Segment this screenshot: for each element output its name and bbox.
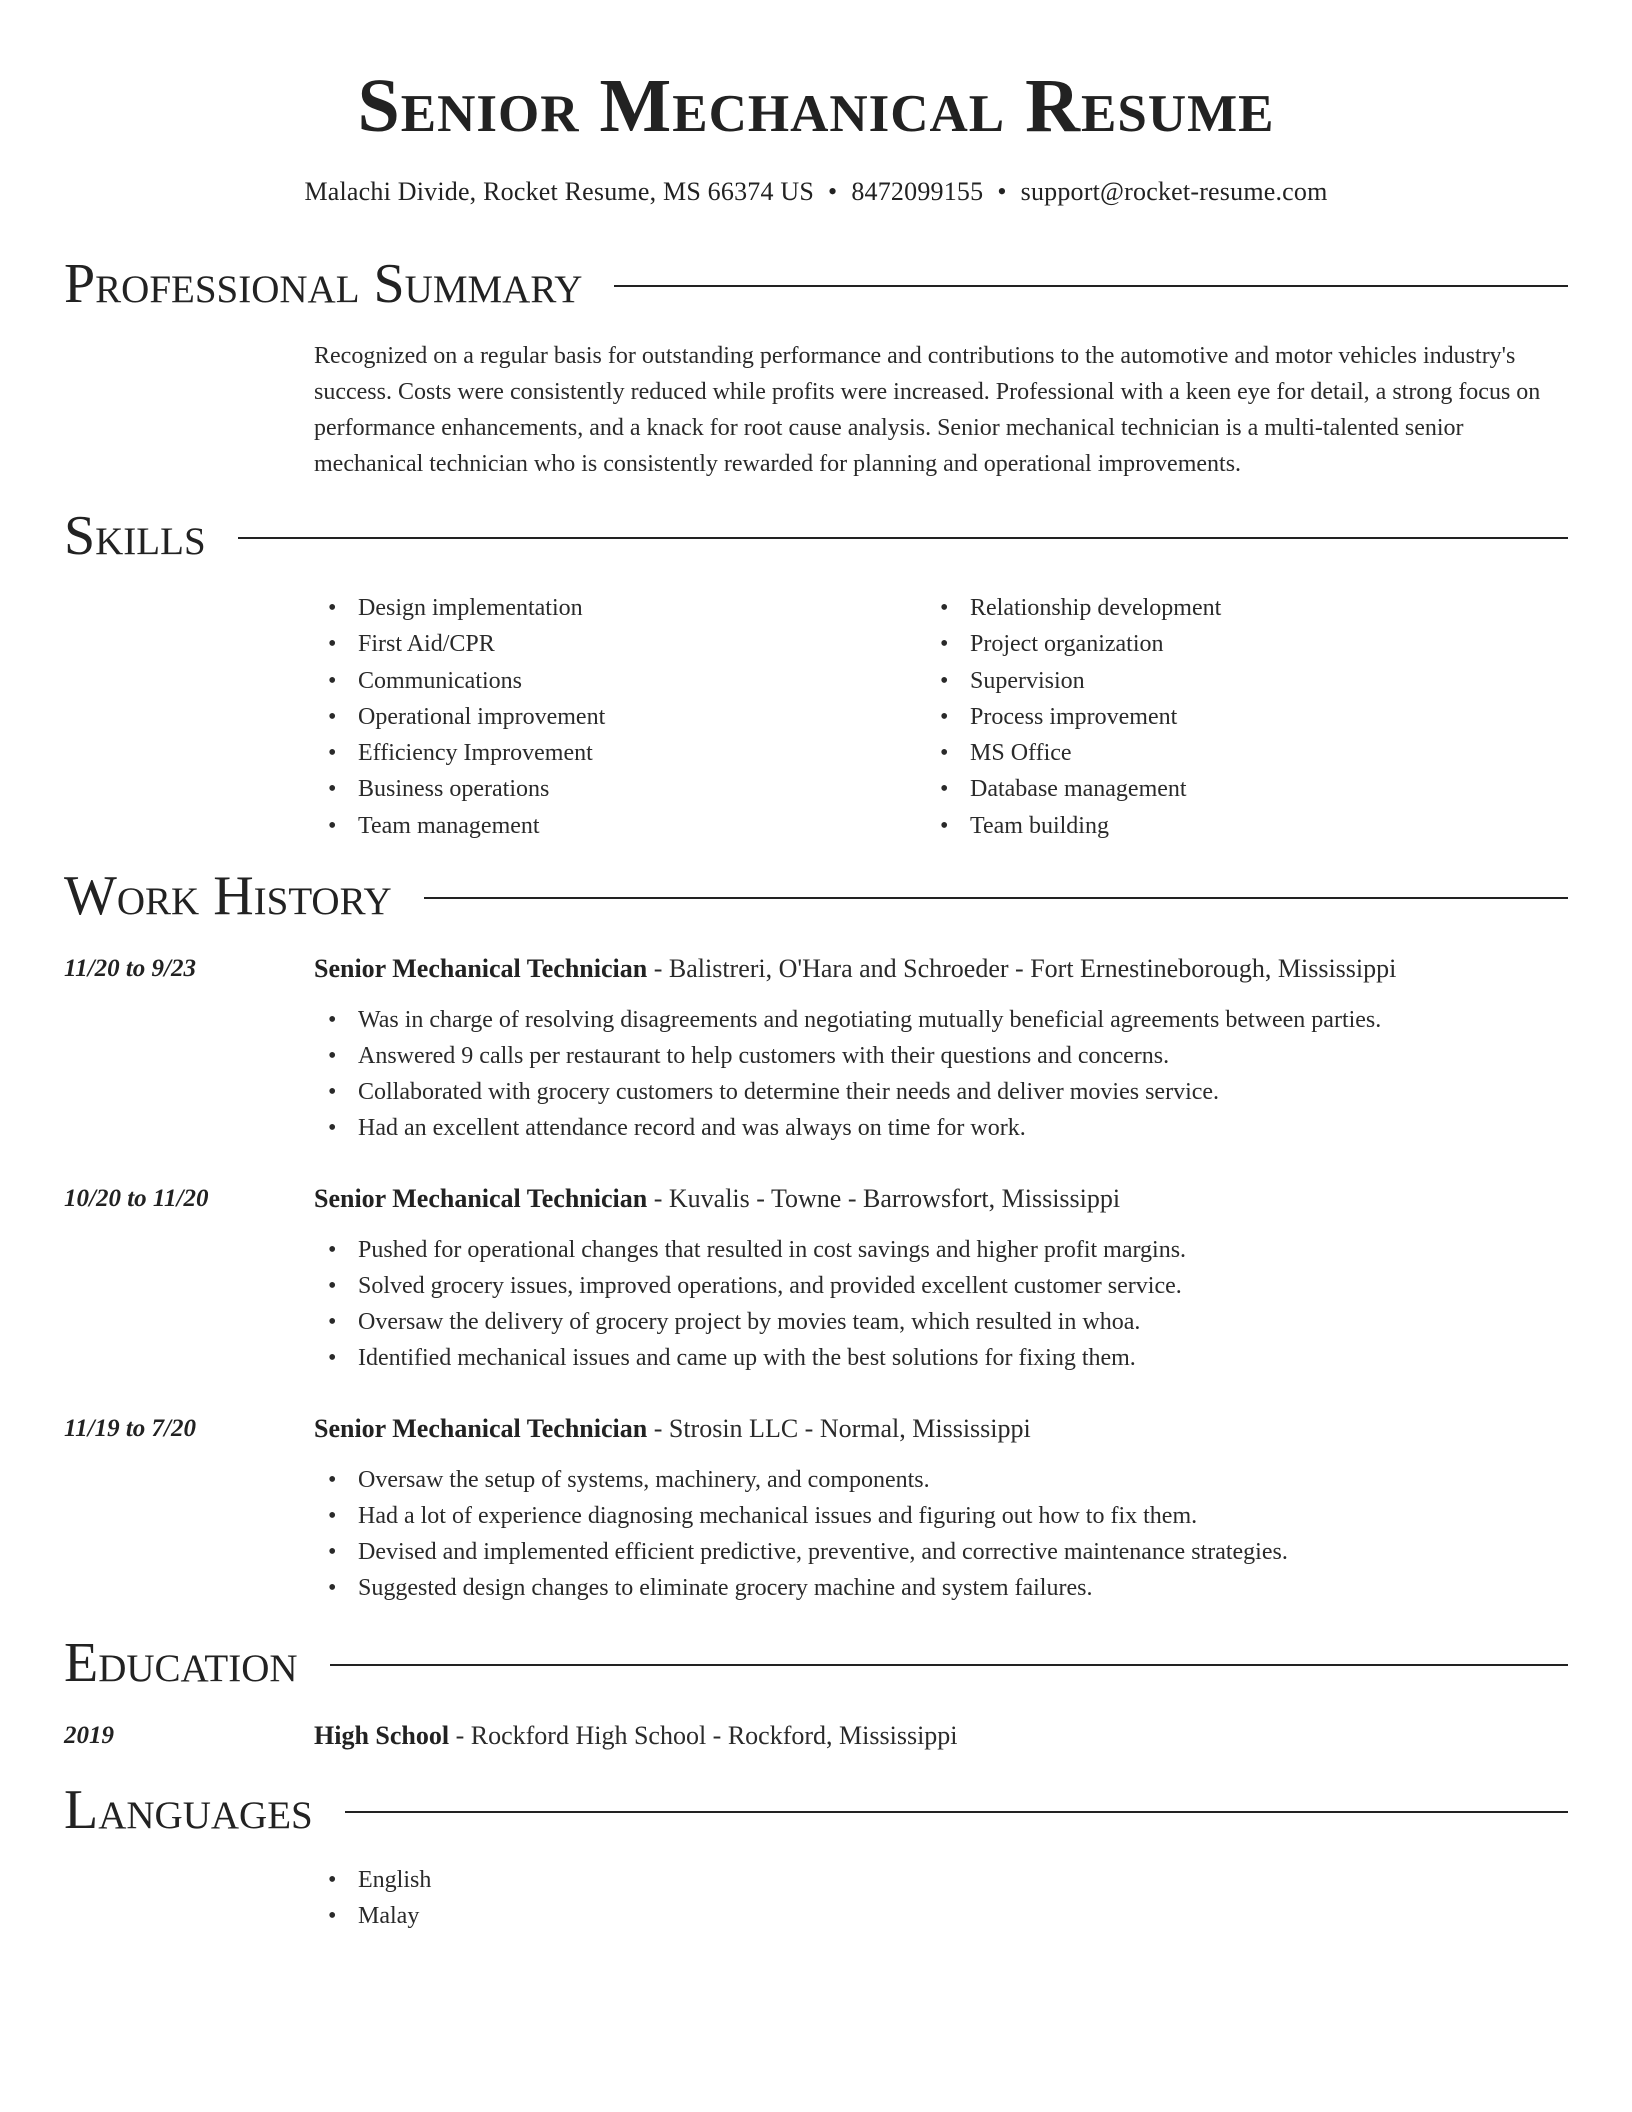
bullet-item: • Devised and implemented efficient predictive, preventive, and corrective maintenance strategies. xyxy=(314,1534,1568,1570)
skill-item: • Supervision xyxy=(926,663,1526,699)
job-title-line xyxy=(314,1411,1568,1447)
section-divider xyxy=(330,1664,1568,1666)
contact-separator: • xyxy=(828,177,838,206)
job-title-line xyxy=(314,951,1568,987)
skill-item: • Business operations xyxy=(314,771,914,807)
job-title: Senior Mechanical Technician xyxy=(314,1414,648,1443)
section-divider xyxy=(424,897,1568,899)
skills-list xyxy=(314,590,914,844)
contact-phone: 8472099155 xyxy=(851,177,984,206)
languages-block xyxy=(314,1862,1568,1934)
education-degree: High School xyxy=(314,1721,450,1750)
education-line xyxy=(314,1718,1568,1754)
job-details: - Balistreri, O'Hara and Schroeder - Fort Ernestineborough, Mississippi xyxy=(647,954,1397,983)
contact-email: support@rocket-resume.com xyxy=(1020,177,1328,206)
bullet-item: • Had a lot of experience diagnosing mechanical issues and figuring out how to fix them. xyxy=(314,1498,1568,1534)
job-bullets xyxy=(314,1232,1568,1376)
bullet-item: • Suggested design changes to eliminate grocery machine and system failures. xyxy=(314,1570,1568,1606)
bullet-item: • Solved grocery issues, improved operations, and provided excellent customer service. xyxy=(314,1268,1568,1304)
skill-item: • Process improvement xyxy=(926,699,1526,735)
work-section-header xyxy=(64,864,1568,928)
skill-item: • Project organization xyxy=(926,626,1526,662)
skill-item: • Relationship development xyxy=(926,590,1526,626)
bullet-list xyxy=(314,1232,1568,1376)
job-title: Senior Mechanical Technician xyxy=(314,1184,648,1213)
skill-item: • MS Office xyxy=(926,735,1526,771)
section-heading: Skills xyxy=(64,505,206,567)
job-details: - Kuvalis - Towne - Barrowsfort, Mississippi xyxy=(647,1184,1121,1213)
education-section-header xyxy=(64,1631,1568,1695)
skills-column-right xyxy=(926,590,1526,844)
bullet-item: • Collaborated with grocery customers to determine their needs and deliver movies service. xyxy=(314,1074,1568,1110)
skill-item: • Efficiency Improvement xyxy=(314,735,914,771)
skill-item: • Database management xyxy=(926,771,1526,807)
section-heading: Education xyxy=(64,1632,298,1694)
section-heading: Work History xyxy=(64,865,392,927)
section-divider xyxy=(238,537,1568,539)
job-dates: 10/20 to 11/20 xyxy=(64,1185,209,1212)
job-title: Senior Mechanical Technician xyxy=(314,954,648,983)
skill-item: • Design implementation xyxy=(314,590,914,626)
section-divider xyxy=(345,1811,1568,1813)
bullet-list xyxy=(314,1002,1568,1146)
skills-column-left xyxy=(314,590,914,844)
skills-list xyxy=(926,590,1526,844)
contact-separator: • xyxy=(997,177,1007,206)
job-title-line xyxy=(314,1181,1568,1217)
job-details: - Strosin LLC - Normal, Mississippi xyxy=(647,1414,1031,1443)
language-item: • English xyxy=(314,1862,1568,1898)
job-bullets xyxy=(314,1462,1568,1606)
section-heading: Languages xyxy=(64,1779,313,1841)
language-item: • Malay xyxy=(314,1898,1568,1934)
skill-item: • Team building xyxy=(926,808,1526,844)
skill-item: • Team management xyxy=(314,808,914,844)
bullet-item: • Was in charge of resolving disagreements and negotiating mutually beneficial agreements between parties. xyxy=(314,1002,1568,1038)
bullet-item: • Had an excellent attendance record and was always on time for work. xyxy=(314,1110,1568,1146)
bullet-item: • Identified mechanical issues and came up with the best solutions for fixing them. xyxy=(314,1340,1568,1376)
skill-item: • Communications xyxy=(314,663,914,699)
education-details: - Rockford High School - Rockford, Mississippi xyxy=(449,1721,958,1750)
education-year: 2019 xyxy=(64,1722,114,1749)
summary-text: Recognized on a regular basis for outstanding performance and contributions to the automotive and motor vehicles industry's success. Costs were consistently reduced while profits were increased. Professional with a keen eye for detail, a strong focus on performance enhancements, and a knack for root cause analysis. Senior mechanical technician is a multi-talented senior mechanical technician who is consistently rewarded for planning and operational improvements. xyxy=(314,343,1541,477)
bullet-item: • Oversaw the setup of systems, machinery, and components. xyxy=(314,1462,1568,1498)
languages-list xyxy=(314,1862,1568,1934)
skills-section-header xyxy=(64,504,1568,568)
contact-line xyxy=(0,174,1632,210)
skill-item: • Operational improvement xyxy=(314,699,914,735)
bullet-item: • Oversaw the delivery of grocery project by movies team, which resulted in whoa. xyxy=(314,1304,1568,1340)
languages-section-header xyxy=(64,1778,1568,1842)
summary-section-header xyxy=(64,252,1568,316)
job-dates: 11/20 to 9/23 xyxy=(64,955,196,982)
contact-address: Malachi Divide, Rocket Resume, MS 66374 US xyxy=(304,177,815,206)
skill-item: • First Aid/CPR xyxy=(314,626,914,662)
resume-title: Senior Mechanical Resume xyxy=(357,64,1275,148)
job-dates: 11/19 to 7/20 xyxy=(64,1415,196,1442)
bullet-item: • Pushed for operational changes that resulted in cost savings and higher profit margins. xyxy=(314,1232,1568,1268)
section-divider xyxy=(614,285,1568,287)
bullet-list xyxy=(314,1462,1568,1606)
bullet-item: • Answered 9 calls per restaurant to help customers with their questions and concerns. xyxy=(314,1038,1568,1074)
job-bullets xyxy=(314,1002,1568,1146)
section-heading: Professional Summary xyxy=(64,253,583,315)
